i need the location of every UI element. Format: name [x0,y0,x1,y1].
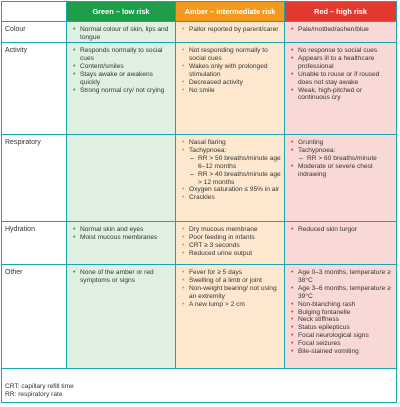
list-item: • Focal seizures [291,340,393,348]
list-item: • Not responding normally to social cues [182,47,281,63]
row-label-respiratory: Respiratory [5,139,41,146]
activity-amber-list [176,43,284,94]
list-item: • Moderate or severe chest indrawing [291,163,393,179]
list-item: • Focal neurological signs [291,332,393,340]
list-item: • Pale/mottled/ashen/blue [291,26,393,34]
sub-list-item: – RR > 40 breaths/minute age > 12 months [182,171,281,187]
respiratory-green-list [67,135,175,139]
row-label-colour: Colour [5,26,26,33]
list-item: • Normal skin and eyes [73,226,172,234]
list-item: • Swelling of a limb or joint [182,277,281,285]
row-other [2,264,396,368]
list-item: • Tachypnoea: [291,147,393,155]
list-item: • Weak, high-pitched or continuous cry [291,87,393,103]
row-respiratory [2,134,396,221]
list-item: • Status epilepticus [291,324,393,332]
header-blank [2,2,66,21]
list-item: • Bile-stained vomiting [291,348,393,356]
respiratory-red-list [285,135,396,179]
list-item: • Tachypnoea: [182,147,281,155]
list-item: • Pallor reported by parent/carer [182,26,281,34]
footnote-rr: RR: respiratory rate [5,391,63,398]
row-label-other: Other [5,269,23,276]
list-item: • Strong normal cry/ not crying [73,87,172,95]
list-item: • Age 3–6 months, temperature ≥ 39°C [291,285,393,301]
list-item: • Content/smiles [73,63,172,71]
hydration-red-list [285,222,396,234]
hydration-green-list [67,222,175,242]
sub-list-item: – RR > 50 breaths/minute age 6–12 months [182,155,281,171]
list-item: • Non-weight bearing/ not using an extremity [182,285,281,301]
footnote-crt: CRT: capillary refill time [5,383,74,390]
list-item: • Nasal flaring [182,139,281,147]
list-item: • Responds normally to social cues [73,47,172,63]
activity-red-list [285,43,396,102]
list-item: • Stays awake or awakens quickly [73,71,172,87]
other-amber-list [176,265,284,309]
colour-green-list [67,22,175,42]
sub-list-item: – RR > 60 breaths/minute [291,155,393,163]
other-red-list [285,265,396,356]
list-item: • Age 0–3 months, temperature ≥ 38°C [291,269,393,285]
hydration-amber-list [176,222,284,258]
row-colour [2,21,396,42]
list-item: • A new lump > 2 cm [182,301,281,309]
list-item: • Appears ill to a healthcare professional [291,55,393,71]
list-item: • Decreased activity [182,79,281,87]
list-item: • Grunting [291,139,393,147]
list-item: • Normal colour of skin, lips and tongue [73,26,172,42]
row-activity [2,42,396,134]
list-item: • None of the amber or red symptoms or signs [73,269,172,285]
traffic-light-table [1,1,397,403]
list-item: • No response to social cues [291,47,393,55]
row-footnotes [2,368,396,402]
list-item: • Unable to rouse or if roused does not stay awake [291,71,393,87]
colour-amber-list [176,22,284,34]
row-hydration [2,221,396,264]
colour-red-list [285,22,396,34]
footnotes [5,383,74,399]
list-item: • Reduced skin turgor [291,226,393,234]
header-red [284,2,396,21]
list-item: • Neck stiffness [291,316,393,324]
list-item: • Fever for ≥ 5 days [182,269,281,277]
list-item: • No smile [182,87,281,95]
respiratory-amber-list [176,135,284,202]
header-green-label: Green – low risk [92,7,150,16]
list-item: • Moist mucous membranes [73,234,172,242]
list-item: • Bulging fontanelle [291,309,393,317]
list-item: • Non-blanching rash [291,301,393,309]
list-item: • Crackles [182,194,281,202]
list-item: • Poor feeding in infants [182,234,281,242]
row-label-hydration: Hydration [5,226,35,233]
header-red-label: Red – high risk [314,7,367,16]
list-item: • Reduced urine output [182,250,281,258]
list-item: • CRT ≥ 3 seconds [182,242,281,250]
activity-green-list [67,43,175,94]
row-label-activity: Activity [5,47,28,54]
header-row [2,2,396,21]
header-green [66,2,175,21]
list-item: • Wakes only with prolonged stimulation [182,63,281,79]
list-item: • Oxygen saturation ≤ 95% in air [182,186,281,194]
header-amber [175,2,284,21]
header-amber-label: Amber – intermediate risk [184,7,276,16]
other-green-list [67,265,175,285]
list-item: • Dry mucous membrane [182,226,281,234]
